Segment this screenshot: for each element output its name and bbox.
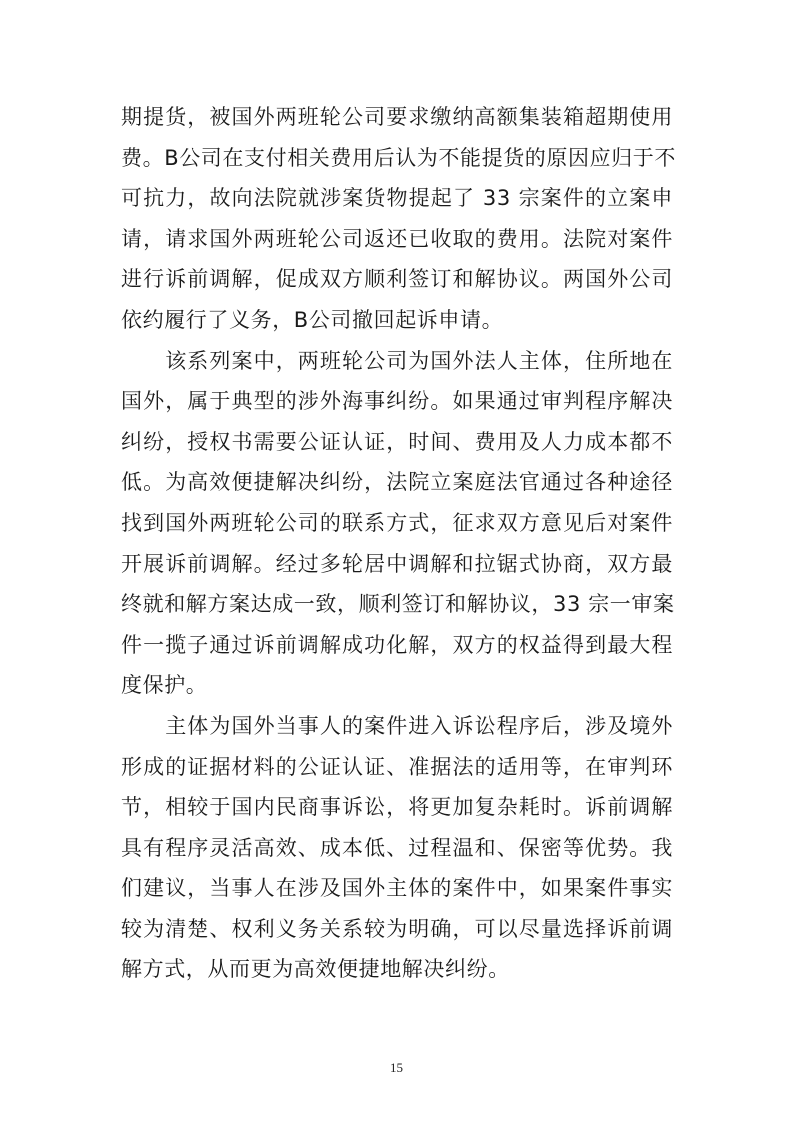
text-line: 形成的证据材料的公证认证、准据法的适用等，在审判环 (121, 754, 673, 779)
text-line: 节，相较于国内民商事诉讼，将更加复杂耗时。诉前调解 (121, 795, 673, 820)
text-line: 开展诉前调解。经过多轮居中调解和拉锯式协商，双方最 (121, 551, 673, 576)
text-line: 具有程序灵活高效、成本低、过程温和、保密等优势。我 (121, 835, 673, 860)
text-line: 请，请求国外两班轮公司返还已收取的费用。法院对案件 (121, 226, 673, 251)
text-line: 找到国外两班轮公司的联系方式，征求双方意见后对案件 (121, 510, 673, 535)
text-line: 件一揽子通过诉前调解成功化解，双方的权益得到最大程 (121, 632, 673, 657)
text-line: 较为清楚、权利义务关系较为明确，可以尽量选择诉前调 (121, 916, 673, 941)
text-line: 解方式，从而更为高效便捷地解决纠纷。 (121, 957, 510, 982)
text-line: 该系列案中，两班轮公司为国外法人主体，住所地在 (121, 348, 673, 373)
text-line: 纠纷，授权书需要公证认证，时间、费用及人力成本都不 (121, 429, 673, 454)
text-line: 期提货，被国外两班轮公司要求缴纳高额集装箱超期使用 (121, 105, 673, 129)
text-line: 度保护。 (121, 673, 208, 698)
page-number: 15 (390, 1060, 403, 1075)
text-line: 终就和解方案达成一致，顺利签订和解协议，33 宗一审案 (121, 592, 675, 617)
text-line: 费。B公司在支付相关费用后认为不能提货的原因应归于不 (121, 145, 677, 170)
text-line: 们建议，当事人在涉及国外主体的案件中，如果案件事实 (121, 876, 673, 901)
text-line: 可抗力，故向法院就涉案货物提起了 33 宗案件的立案申 (121, 186, 673, 211)
text-line: 低。为高效便捷解决纠纷，法院立案庭法官通过各种途径 (121, 470, 673, 495)
body-text (121, 97, 677, 990)
text-line: 主体为国外当事人的案件进入诉讼程序后，涉及境外 (121, 713, 673, 738)
text-line: 进行诉前调解，促成双方顺利签订和解协议。两国外公司 (121, 267, 673, 292)
text-line: 依约履行了义务，B公司撤回起诉申请。 (121, 307, 504, 332)
text-line: 国外，属于典型的涉外海事纠纷。如果通过审判程序解决 (121, 389, 673, 414)
